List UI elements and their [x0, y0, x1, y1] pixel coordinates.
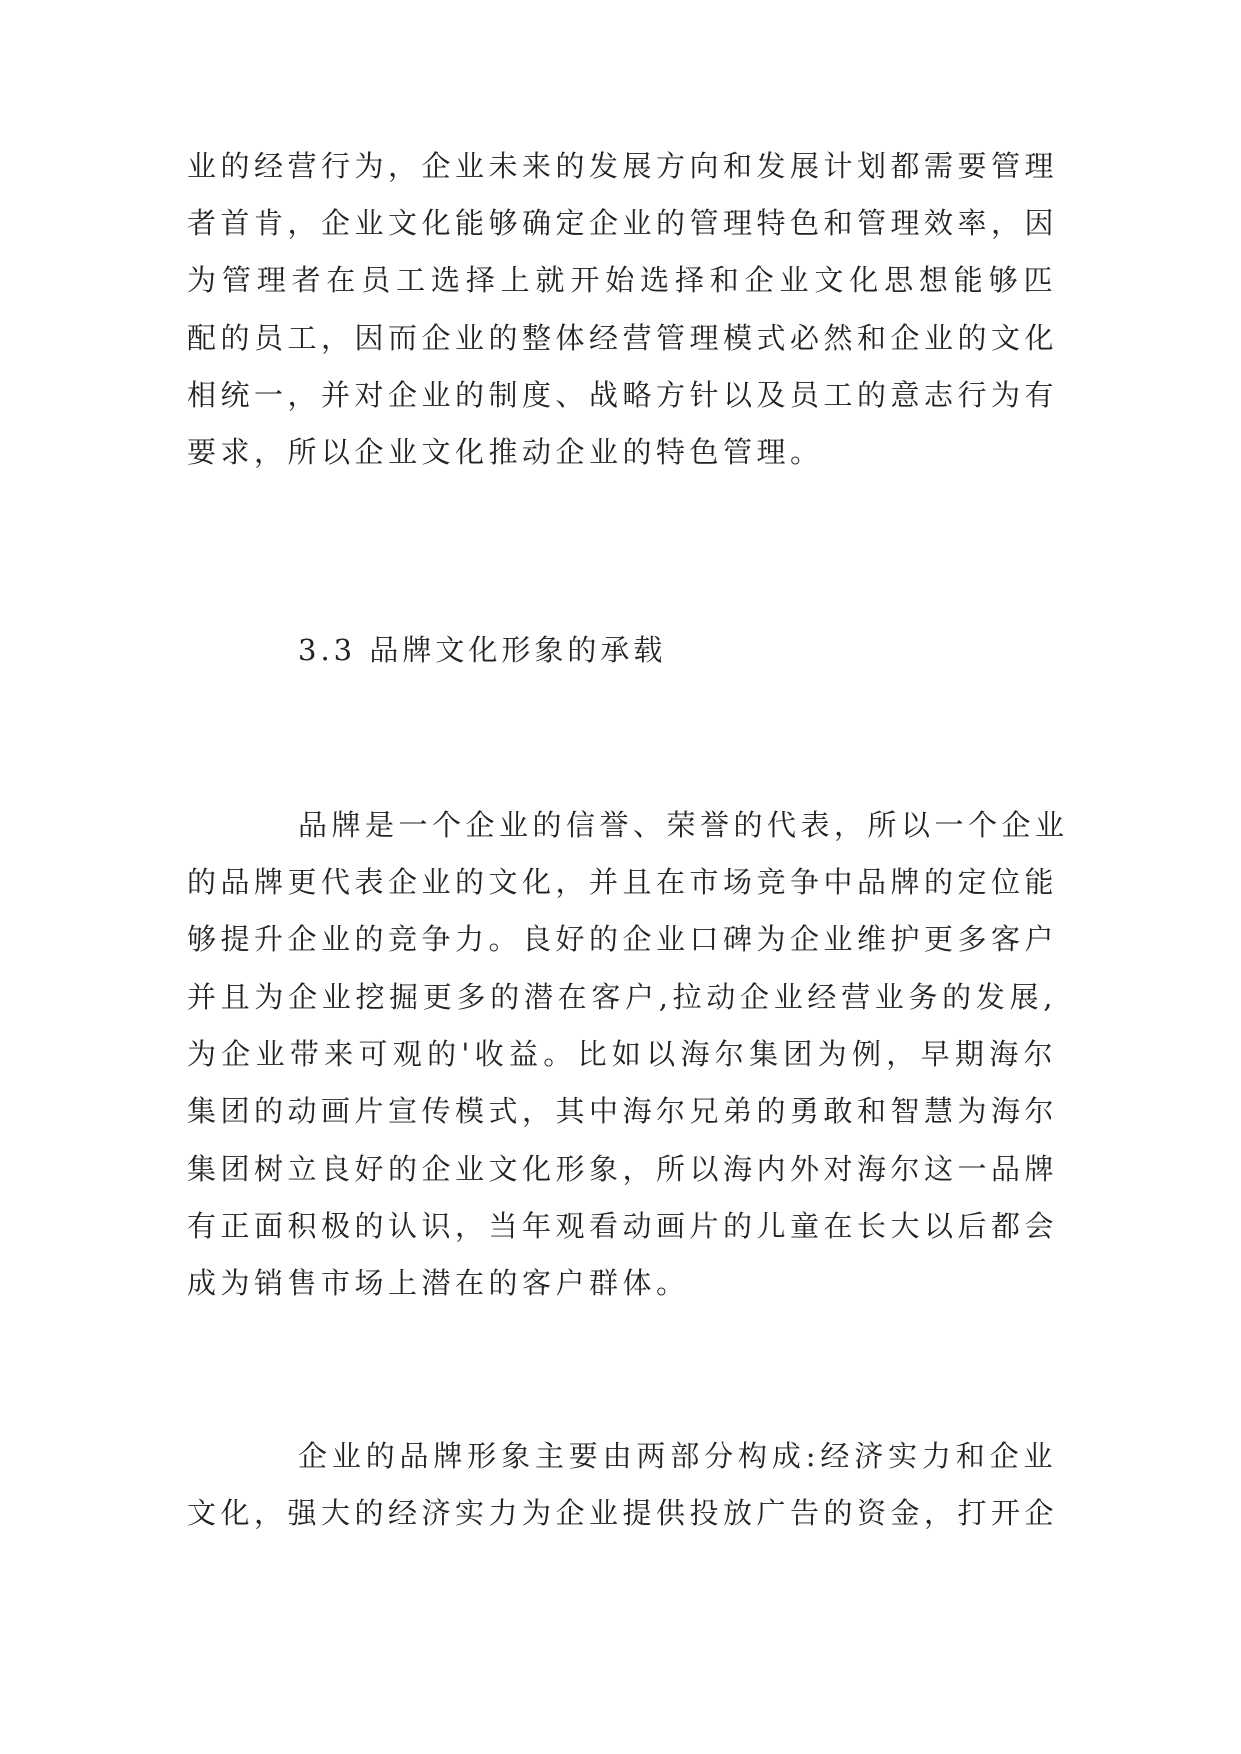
paragraph-2-line-9: 成为销售市场上潜在的客户群体。	[187, 1266, 690, 1300]
paragraph-3-line-1: 企业的品牌形象主要由两部分构成:经济实力和企业	[298, 1439, 1057, 1473]
paragraph-3-line-2: 文化，强大的经济实力为企业提供投放广告的资金，打开企	[187, 1496, 1059, 1530]
paragraph-2-line-5: 为企业带来可观的'收益。比如以海尔集团为例，早期海尔	[187, 1037, 1057, 1071]
paragraph-2-line-2: 的品牌更代表企业的文化，并且在市场竞争中品牌的定位能	[187, 865, 1059, 899]
paragraph-2-line-7: 集团树立良好的企业文化形象，所以海内外对海尔这一品牌	[187, 1152, 1059, 1186]
paragraph-1-line-2: 者首肯，企业文化能够确定企业的管理特色和管理效率，因	[187, 206, 1059, 240]
paragraph-1-line-3: 为管理者在员工选择上就开始选择和企业文化思想能够匹	[187, 263, 1057, 297]
paragraph-2-line-6: 集团的动画片宣传模式，其中海尔兄弟的勇敢和智慧为海尔	[187, 1094, 1059, 1128]
paragraph-1-line-5: 相统一，并对企业的制度、战略方针以及员工的意志行为有	[187, 378, 1059, 412]
paragraph-2-line-3: 够提升企业的竞争力。良好的企业口碑为企业维护更多客户	[187, 922, 1059, 956]
section-heading: 3.3 品牌文化形象的承载	[298, 633, 667, 667]
paragraph-1-line-4: 配的员工，因而企业的整体经营管理模式必然和企业的文化	[187, 321, 1059, 355]
paragraph-2-line-1: 品牌是一个企业的信誉、荣誉的代表，所以一个企业	[298, 808, 1069, 842]
paragraph-1-line-1: 业的经营行为，企业未来的发展方向和发展计划都需要管理	[187, 149, 1059, 183]
paragraph-2-line-8: 有正面积极的认识，当年观看动画片的儿童在长大以后都会	[187, 1209, 1059, 1243]
paragraph-2-line-4: 并且为企业挖掘更多的潜在客户,拉动企业经营业务的发展,	[187, 980, 1057, 1014]
paragraph-1-line-6: 要求，所以企业文化推动企业的特色管理。	[187, 435, 824, 469]
